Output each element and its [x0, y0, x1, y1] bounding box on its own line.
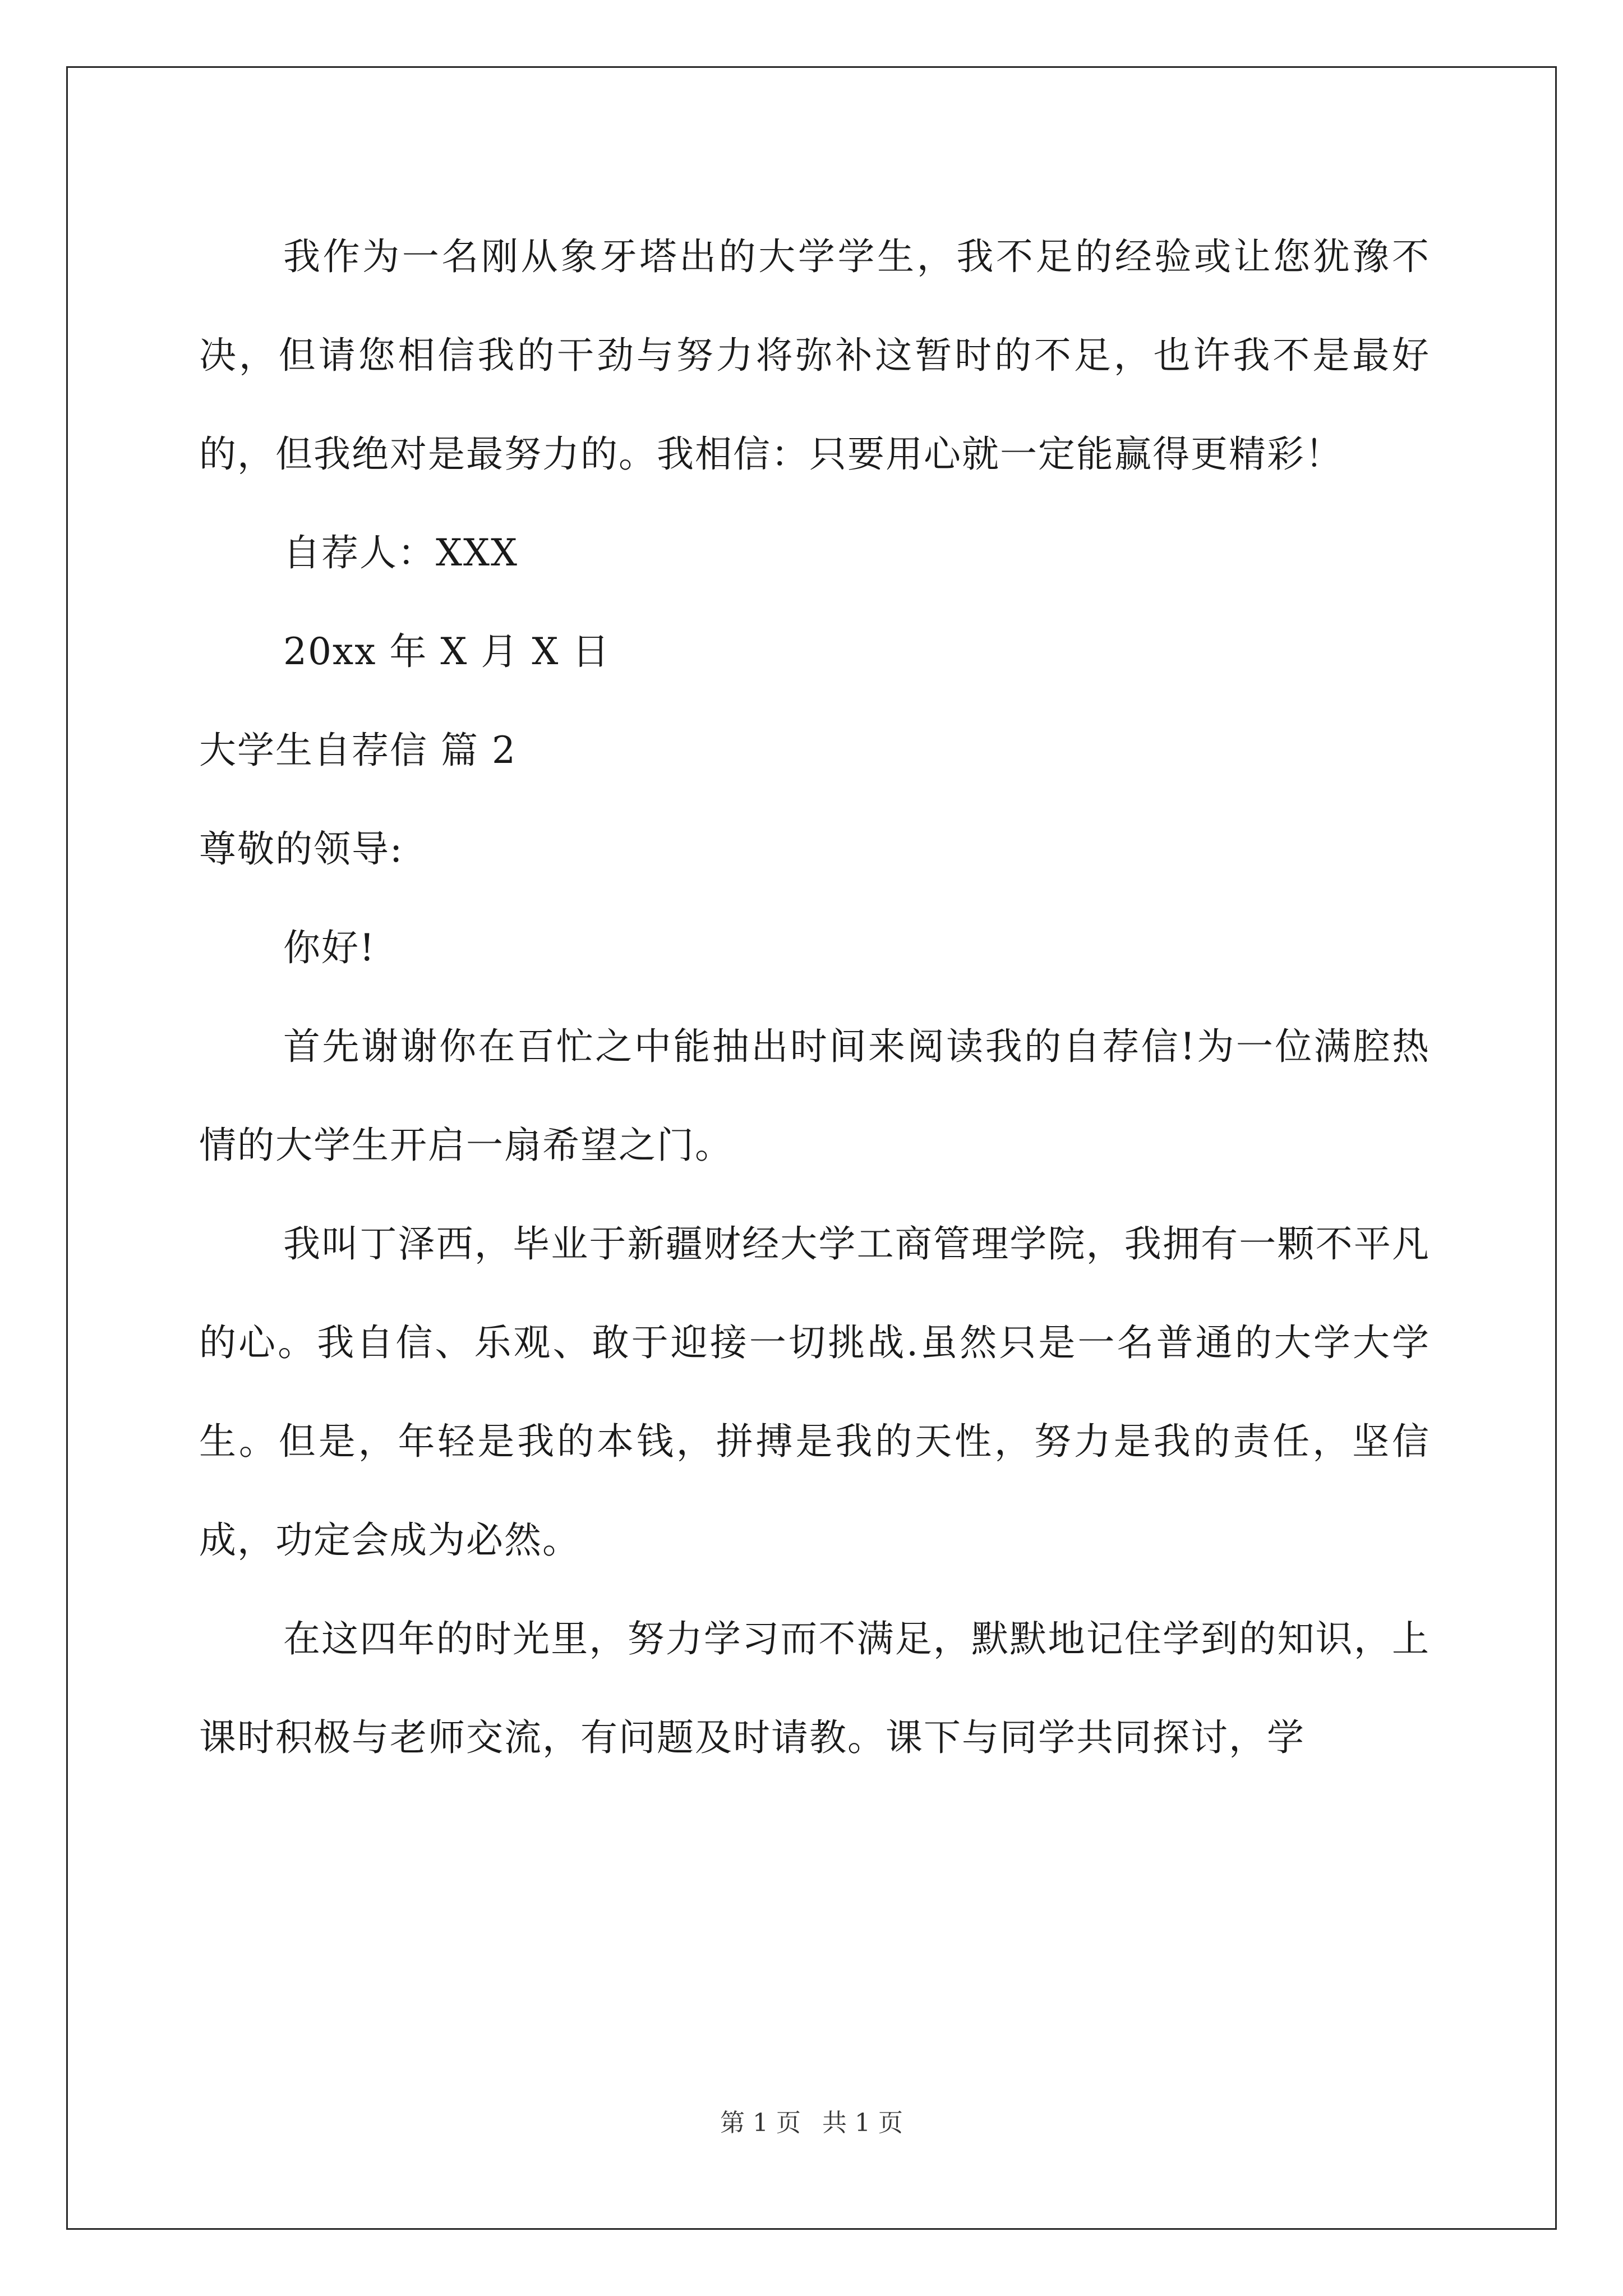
paragraph-introduction: 我叫丁泽西，毕业于新疆财经大学工商管理学院，我拥有一颗不平凡的心。我自信、乐观、敢于迎接一切挑战.虽然只是一名普通的大学大学生。但是，年轻是我的本钱，拼搏是我的天性，努力是我的责任，坚信成，功定会成为必然。 — [199, 1222, 1430, 1562]
document-body — [199, 208, 1430, 1787]
signature-line: 自荐人：XXX — [283, 531, 518, 574]
section-title: 大学生自荐信 篇 2 — [199, 729, 517, 772]
paragraph-closing-statement: 我作为一名刚从象牙塔出的大学学生，我不足的经验或让您犹豫不决，但请您相信我的干劲与努力将弥补这暂时的不足，也许我不是最好的，但我绝对是最努力的。我相信：只要用心就一定能赢得更精彩！ — [199, 235, 1430, 476]
paragraph-thanks: 首先谢谢你在百忙之中能抽出时间来阅读我的自荐信!为一位满腔热情的大学生开启一扇希望之门。 — [199, 1025, 1430, 1167]
salutation: 尊敬的领导: — [199, 827, 404, 871]
paragraph-study: 在这四年的时光里，努力学习而不满足，默默地记住学到的知识，上课时积极与老师交流，有问题及时请教。课下与同学共同探讨，学 — [199, 1617, 1430, 1759]
page-number: 第 1 页 — [720, 2109, 801, 2137]
page-footer — [0, 2102, 1623, 2138]
date-line: 20xx 年 X 月 X 日 — [283, 630, 611, 673]
greeting: 你好! — [283, 926, 376, 969]
page-total: 共 1 页 — [822, 2109, 903, 2137]
